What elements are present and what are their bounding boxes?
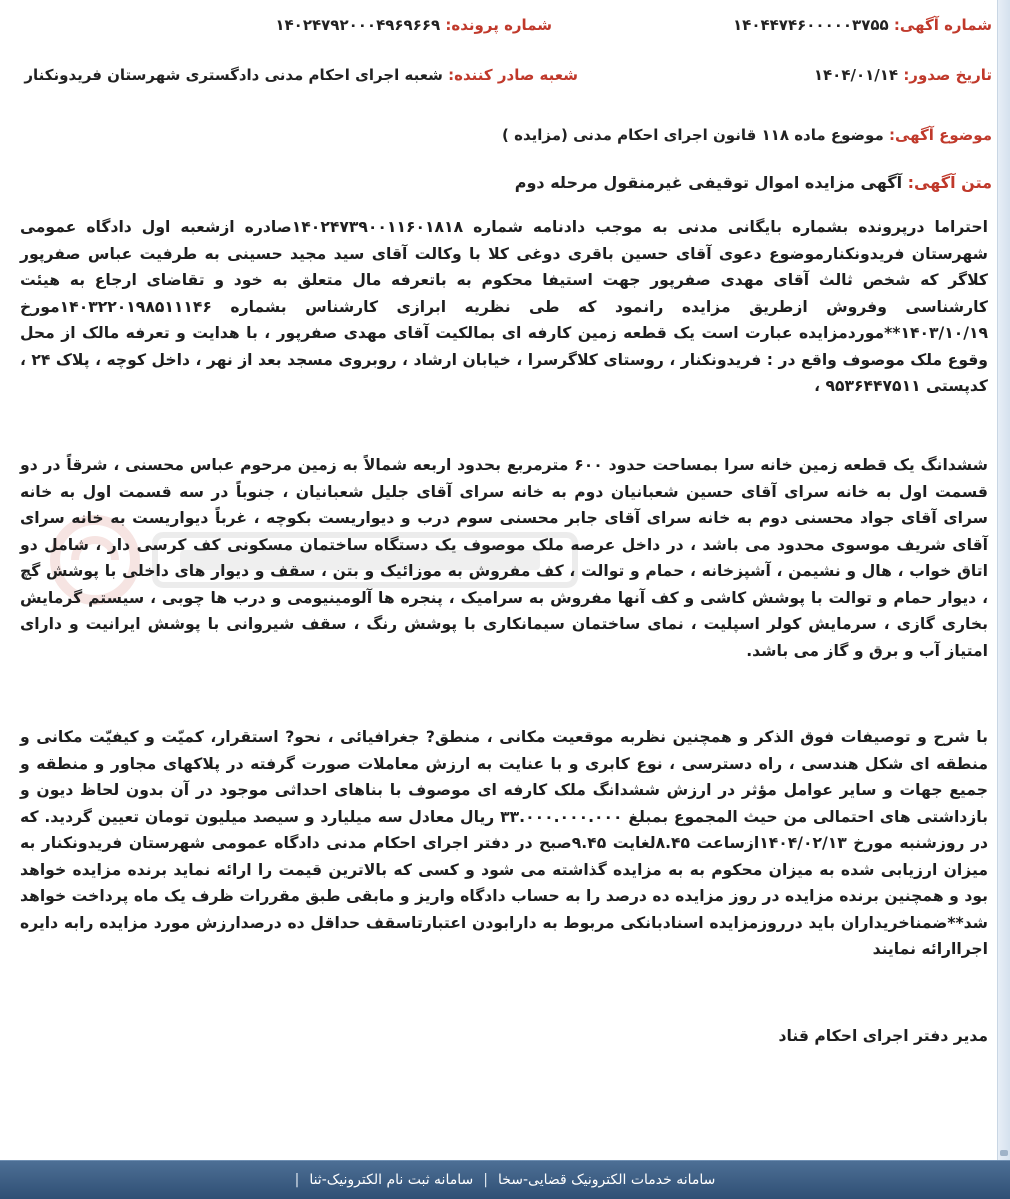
text-label: متن آگهی:: [907, 173, 992, 192]
issuer-row: [24, 66, 578, 84]
footer-separator: |: [294, 1172, 300, 1188]
notice-number-label: شماره آگهی:: [893, 16, 992, 34]
vertical-scrollbar[interactable]: [997, 0, 1010, 1160]
issue-date-label: تاریخ صدور:: [903, 66, 992, 84]
text-title-row: [515, 173, 992, 192]
subject-row: [502, 126, 992, 144]
subject: موضوع ماده ۱۱۸ قانون اجرای احکام مدنی (مزایده ): [502, 126, 884, 144]
notice-number-row: [733, 16, 992, 34]
issue-date: ۱۴۰۴/۰۱/۱۴: [813, 66, 899, 84]
issuer: شعبه اجرای احکام مدنی دادگستری شهرستان فریدونکنار: [24, 66, 443, 84]
case-number-label: شماره پرونده:: [445, 16, 552, 34]
body-paragraph-1: احتراما درپرونده بشماره بایگانی مدنی به موجب دادنامه شماره ۱۴۰۲۴۷۳۹۰۰۱۱۶۰۱۸۱۸صادره ازشعبه اول دادگاه عمومی شهرستان فریدونکنارموضوع دعوی آقای حسین باقری دوغی کلا با وکالت آقای سید مجید حسینی به طرفیت عباس صفرپور کلاگر که شخص ثالث آقای مهدی صفرپور جهت استیفا محکوم به باتعرفه مال متعلق به خود و تقاضای ارجاع به هیئت کارشناسی وفروش ازطریق مزایده رانمود که طی نظریه ابرازی کارشناس بشماره ۱۴۰۳۲۲۰۱۹۸۵۱۱۱۴۶مورخ ۱۴۰۳/۱۰/۱۹**موردمزایده عبارت است یک قطعه زمین کارفه ای بمالکیت آقای مهدی صفرپور ، با هدایت و تعرفه مالک از محل وقوع ملک موصوف واقع در : فریدونکنار ، روستای کلاگرسرا ، خیابان ارشاد ، روبروی مسجد بعد از نهر ، داخل کوچه ، پلاک ۲۴ ، کدپستی ۹۵۳۶۴۴۷۵۱۱ ،: [20, 218, 989, 395]
issuer-label: شعبه صادر کننده:: [448, 66, 578, 84]
signature: مدیر دفتر اجرای احکام قناد: [778, 1027, 988, 1045]
scrollbar-thumb[interactable]: [1000, 1150, 1008, 1156]
sana-link[interactable]: سامانه ثبت نام الکترونیک-ثنا: [309, 1172, 474, 1188]
body-paragraph-2: ششدانگ یک قطعه زمین خانه سرا بمساحت حدود ۶۰۰ مترمربع بحدود اربعه شمالاً به زمین مرحوم عباس محسنی ، شرقاً در دو قسمت اول به خانه سرای آقای حسین شعبانیان دوم به خانه سرای آقای جلیل شعبانیان ، جنوباً در سه قسمت اول به خانه سرای آقای جواد محسنی دوم به خانه سرای آقای جابر محسنی سوم درب و دیواریست بکوچه ، غرباً دیواریست به خانه سرای آقای شریف موسوی محدود می باشد ، در داخل عرصه ملک موصوف یک دستگاه ساختمان مسکونی کف کرسی دار ، شامل دو اتاق خواب ، هال و نشیمن ، آشپزخانه ، حمام و توالت ، کف مفروش به موزائیک و بتن ، سقف و دیوار های داخلی با پوشش گچ ، دیوار حمام و توالت با پوشش کاشی و کف آنها مفروش به سرامیک ، پنجره ها آلومینیومی و درب ها چوبی ، سیستم گرمایش بخاری گازی ، سرمایش کولر اسپلیت ، نمای ساختمان سیمانکاری با پوشش رنگ ، سقف شیروانی با پوشش ایرانیت و دارای امتیاز آب و برق و گاز می باشد.: [20, 456, 989, 660]
issue-date-row: [814, 66, 992, 84]
subject-label: موضوع آگهی:: [888, 126, 992, 144]
notice-number: ۱۴۰۴۴۷۴۶۰۰۰۰۰۳۷۵۵: [733, 16, 889, 34]
body-paragraph-3: با شرح و توصیفات فوق الذکر و همچنین نظربه موقعیت مکانی ، منطق? جغرافیائی ، نحو? استقرار، کمیّت و کیفیّت مکانی و منطقه ای شکل هندسی ، راه دسترسی ، نوع کابری و با عنایت به ارزش معاملات صورت گرفته در پلاکهای مجاور و منطقه و جمیع جهات و سایر عوامل مؤثر در ارزش ششدانگ ملک کارفه ای موصوف با بناهای احداثی موجود در آن بدون لحاظ دیون و بازداشتی های احتمالی من حیث المجموع بمبلغ ۳۳.۰۰۰.۰۰۰.۰۰۰ ریال معادل سه میلیارد و سیصد میلیون تومان تعیین گردید. که در روزشنبه مورخ ۱۴۰۴/۰۲/۱۳ازساعت ۸.۴۵لغایت ۹.۴۵صبح در دفتر اجرای احکام مدنی دادگاه عمومی شهرستان فریدونکنار به میزان ارزیابی شده به میزان محکوم به به مزایده گذاشته می شود و کسی که بالاترین قیمت را ارائه نماید برنده مزایده خواهد بود و همچنین برنده مزایده در روز مزایده ده درصد را به حساب دادگاه واریز و مابقی طبق مقررات ظرف یک ماه پرداخت خواهد شد**ضمناخریداران باید درروزمزایده اسنادبانکی مربوط به دارابودن اعتبارتاسقف حداقل ده درصدارزش مورد مزایده رابه دایره اجراارائه نمایند: [20, 728, 988, 958]
footer-bar: [0, 1160, 1010, 1199]
case-number-row: [275, 16, 552, 34]
text-title: آگهی مزایده اموال توقیفی غیرمنقول مرحله دوم: [514, 173, 903, 192]
footer-separator: |: [483, 1172, 488, 1188]
case-number: ۱۴۰۲۴۷۹۲۰۰۰۴۹۶۹۶۶۹: [275, 16, 441, 34]
sakha-link[interactable]: سامانه خدمات الکترونیک قضایی-سخا: [497, 1172, 716, 1188]
